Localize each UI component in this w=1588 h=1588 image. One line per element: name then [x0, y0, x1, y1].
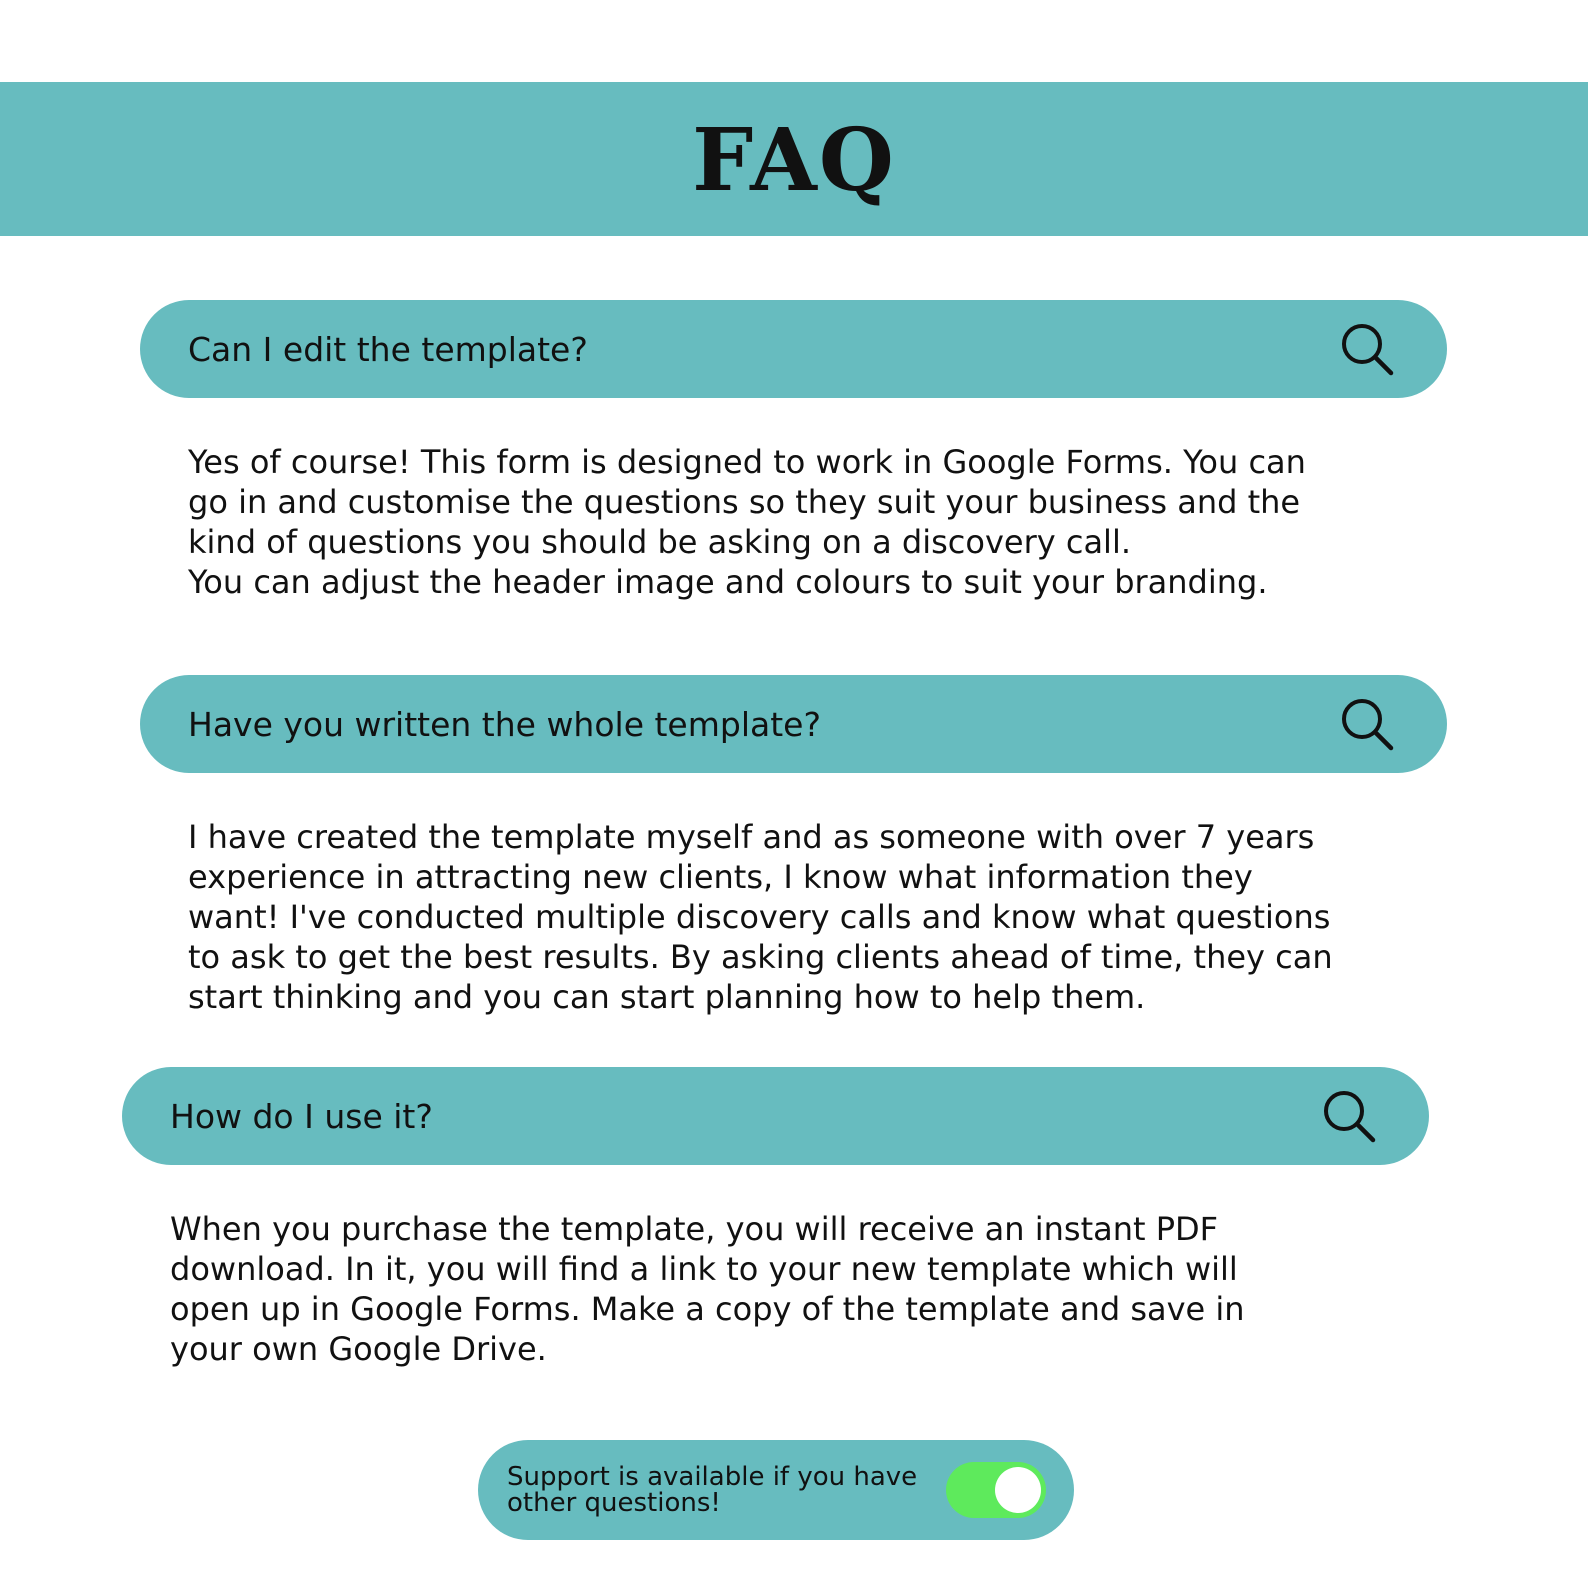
support-text: Support is available if you have other questions!	[507, 1462, 918, 1518]
support-banner	[478, 1440, 1074, 1540]
faq-question-text: Have you written the whole template?	[188, 704, 821, 744]
support-toggle[interactable]	[946, 1462, 1046, 1518]
faq-question-text: How do I use it?	[170, 1096, 433, 1136]
faq-answer-edit-template: Yes of course! This form is designed to work in Google Forms. You can go in and customise the questions so they suit your business and the kind of questions you should be asking on a discovery call. You can adjust the header image and colours to suit your branding.	[188, 443, 1306, 601]
page-title: FAQ	[692, 110, 896, 211]
header-banner	[0, 82, 1588, 236]
search-icon[interactable]	[1337, 694, 1397, 754]
faq-question-edit-template[interactable]	[140, 300, 1447, 398]
faq-answer-how-to-use: When you purchase the template, you will receive an instant PDF download. In it, you will find a link to your new template which will open up in Google Forms. Make a copy of the template and save in your own Google Drive.	[170, 1210, 1245, 1368]
faq-question-how-to-use[interactable]	[122, 1067, 1429, 1165]
search-icon[interactable]	[1319, 1086, 1379, 1146]
faq-question-written-template[interactable]	[140, 675, 1447, 773]
faq-question-text: Can I edit the template?	[188, 329, 588, 369]
toggle-knob	[995, 1467, 1041, 1513]
faq-answer-written-template: I have created the template myself and as someone with over 7 years experience in attracting new clients, I know what information they want! I've conducted multiple discovery calls and know what questions to ask to get the best results. By asking clients ahead of time, they can start thinking and you can start planning how to help them.	[188, 818, 1333, 1016]
search-icon[interactable]	[1337, 319, 1397, 379]
